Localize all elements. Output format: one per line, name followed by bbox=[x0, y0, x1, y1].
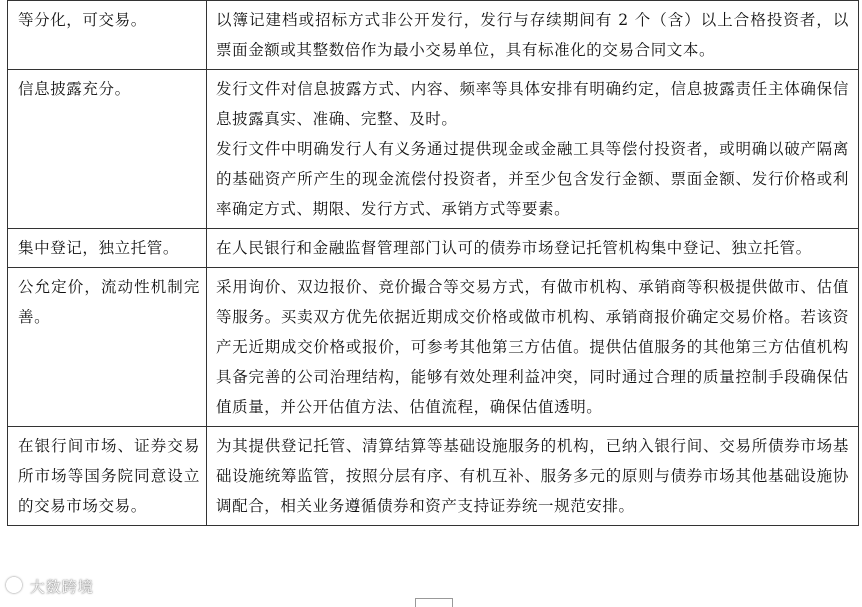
description-paragraph: 采用询价、双边报价、竞价撮合等交易方式，有做市机构、承销商等积极提供做市、估值等服务。买卖双方优先依据近期成交价格或做市机构、承销商报价确定交易价格。若该资产无近期成交价格或报价，可参考其他第三方估值。提供估值服务的其他第三方估值机构具备完善的公司治理结构，能够有效处理利益冲突，同时通过合理的质量控制手段确保估值质量，并公开估值方法、估值流程，确保估值透明。 bbox=[216, 278, 849, 416]
circle-logo-icon bbox=[6, 577, 22, 593]
criterion-description bbox=[207, 427, 859, 526]
description-paragraph: 发行文件对信息披露方式、内容、频率等具体安排有明确约定，信息披露责任主体确保信息披露真实、准确、完整、及时。 bbox=[216, 80, 849, 128]
criterion-label: 信息披露充分。 bbox=[8, 70, 207, 229]
description-paragraph: 在人民银行和金融监督管理部门认可的债券市场登记托管机构集中登记、独立托管。 bbox=[216, 239, 812, 257]
criterion-label: 集中登记，独立托管。 bbox=[8, 229, 207, 268]
criteria-table bbox=[7, 0, 859, 526]
table-row bbox=[8, 1, 859, 70]
description-paragraph: 为其提供登记托管、清算结算等基础设施服务的机构，已纳入银行间、交易所债券市场基础设施统筹监管，按照分层有序、有机互补、服务多元的原则与债券市场其他基础设施协调配合，相关业务遵循债券和资产支持证券统一规范安排。 bbox=[216, 437, 849, 515]
watermark bbox=[6, 576, 94, 597]
description-paragraph: 以簿记建档或招标方式非公开发行，发行与存续期间有 2 个（含）以上合格投资者，以票面金额或其整数倍作为最小交易单位，具有标准化的交易合同文本。 bbox=[216, 11, 849, 59]
description-paragraph: 发行文件中明确发行人有义务通过提供现金或金融工具等偿付投资者，或明确以破产隔离的基础资产所产生的现金流偿付投资者，并至少包含发行金额、票面金额、发行价格或利率确定方式、期限、发行方式、承销方式等要素。 bbox=[216, 140, 849, 218]
table-row bbox=[8, 427, 859, 526]
table-row bbox=[8, 229, 859, 268]
criterion-label: 公允定价，流动性机制完善。 bbox=[8, 268, 207, 427]
table-row bbox=[8, 268, 859, 427]
table-row bbox=[8, 70, 859, 229]
criterion-description bbox=[207, 70, 859, 229]
criterion-label: 等分化，可交易。 bbox=[8, 1, 207, 70]
watermark-text: 大数跨境 bbox=[29, 578, 94, 596]
criterion-label: 在银行间市场、证券交易所市场等国务院同意设立的交易市场交易。 bbox=[8, 427, 207, 526]
criterion-description bbox=[207, 268, 859, 427]
criterion-description bbox=[207, 229, 859, 268]
criterion-description bbox=[207, 1, 859, 70]
